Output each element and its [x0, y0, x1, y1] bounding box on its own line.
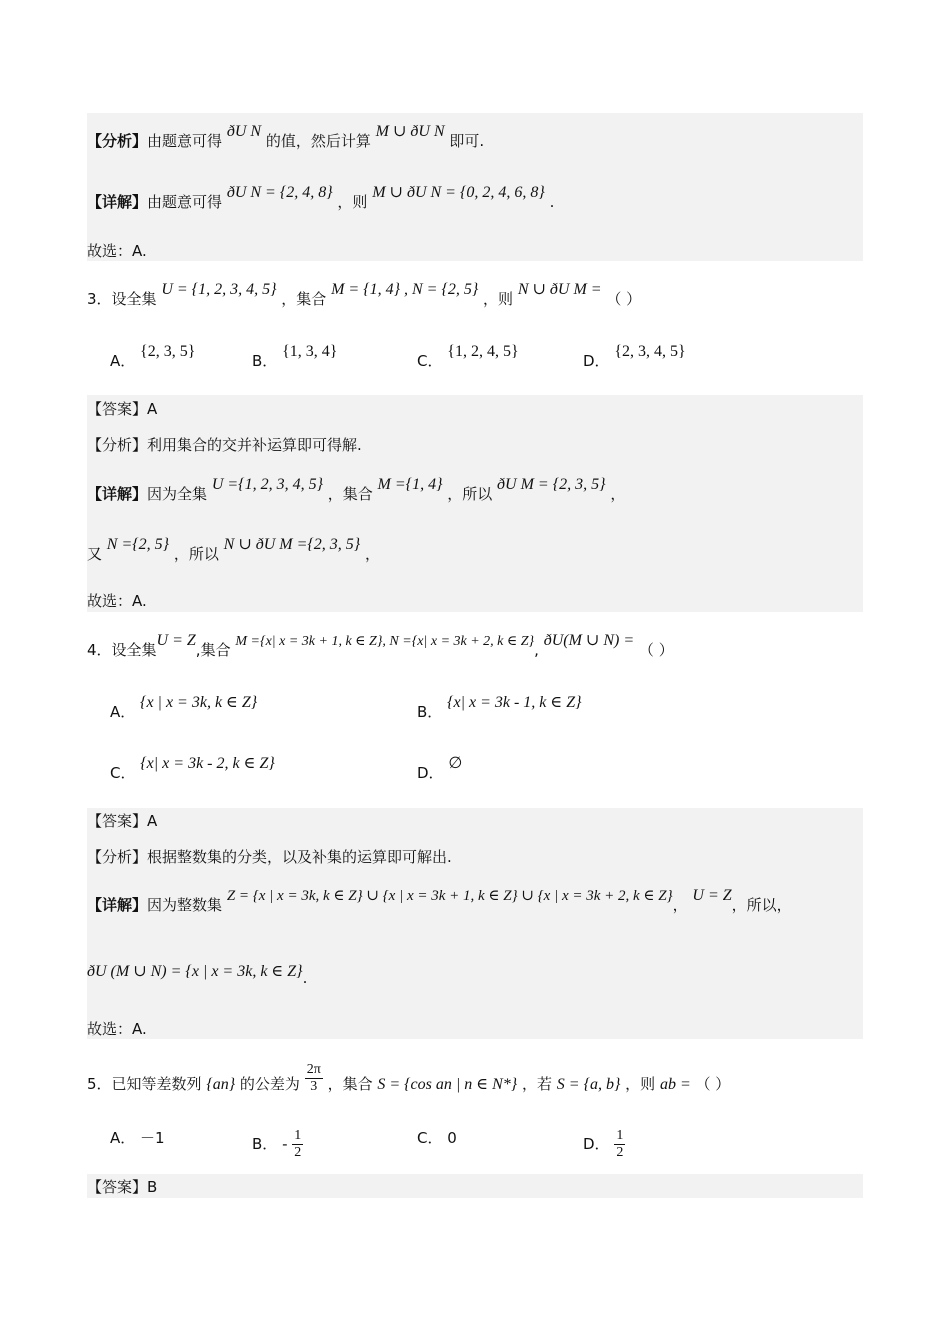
- q2-detail-line: 【详解】由题意可得 ðU N = {2, 4, 8} ，则 M ∪ ðU N = {0, 2, 4, 6, 8} .: [87, 184, 555, 211]
- q3-analysis: 【分析】利用集合的交并补运算即可得解.: [87, 436, 362, 454]
- q5-option-a: A． －1: [110, 1129, 165, 1147]
- q3-choice-line: 故选：A.: [87, 592, 147, 610]
- q4-option-b: B． {x| x = 3k - 1, k ∈ Z}: [417, 694, 582, 721]
- question-number: 3．设全集: [87, 290, 157, 308]
- q3-question: 3．设全集 U = {1, 2, 3, 4, 5} ，集合 M = {1, 4} , N = {2, 5} ，则 N ∪ ðU M = （ ）: [87, 281, 642, 308]
- union-result: M ∪ ðU N = {0, 2, 4, 6, 8}: [372, 184, 545, 201]
- q5-question: 5．已知等差数列 {an} 的公差为 $\frac{2\pi}{3}$ ，集合 S = {cos an | n ∈ N*} ，若 S = {a, b} ，则 ab = （ ）: [87, 1062, 731, 1094]
- complement-result: ðU N = {2, 4, 8}: [226, 184, 333, 201]
- question-number: 4．设全集: [87, 641, 157, 659]
- question-number: 5．已知等差数列: [87, 1075, 202, 1093]
- q3-detail-line2: 又 N ={2, 5} ，所以 N ∪ ðU M ={2, 3, 5} ，: [87, 536, 380, 563]
- q5-solution-block: [87, 1174, 863, 1198]
- q4-detail-line1: 【详解】因为整数集 Z = {x | x = 3k, k ∈ Z} ∪ {x | x = 3k + 1, k ∈ Z} ∪ {x | x = 3k + 2, k ∈ Z}， U = Z，所以，: [87, 887, 792, 914]
- q3-option-b: B． {1, 3, 4}: [252, 343, 338, 370]
- q3-option-a: A． {2, 3, 5}: [110, 343, 196, 370]
- analysis-label: 【分析】: [87, 132, 148, 150]
- q4-option-c: C． {x| x = 3k - 2, k ∈ Z}: [110, 755, 275, 782]
- detail-label: 【详解】: [87, 896, 148, 914]
- q4-question: 4．设全集U = Z,集合 M ={x| x = 3k + 1, k ∈ Z}, N ={x| x = 3k + 2, k ∈ Z}, ðU(M ∪ N) = （ ）: [87, 632, 674, 659]
- q5-option-b: B． - $\frac{1}{2}$: [252, 1128, 302, 1160]
- q3-answer: 【答案】A: [87, 400, 158, 418]
- q4-detail-line2: ðU (M ∪ N) = {x | x = 3k, k ∈ Z}.: [87, 963, 308, 987]
- q4-option-d: D． ∅: [417, 755, 463, 782]
- q4-answer: 【答案】A: [87, 812, 158, 830]
- q4-option-a: A． {x | x = 3k, k ∈ Z}: [110, 694, 258, 721]
- q5-option-d: D． $\frac{1}{2}$: [583, 1128, 624, 1160]
- q5-answer: 【答案】B: [87, 1178, 158, 1196]
- q4-solution-block: [87, 808, 863, 1039]
- complement-expr: ðU N: [226, 123, 262, 140]
- q5-option-c: C． 0: [417, 1129, 457, 1147]
- q4-choice-line: 故选：A.: [87, 1020, 147, 1038]
- common-difference-fraction: $\frac{2\pi}{3}$: [306, 1062, 321, 1094]
- q2-analysis-line: 【分析】由题意可得 ðU N 的值，然后计算 M ∪ ðU N 即可.: [87, 123, 485, 150]
- union-expr: M ∪ ðU N: [375, 123, 445, 140]
- q4-analysis: 【分析】根据整数集的分类，以及补集的运算即可解出.: [87, 848, 452, 866]
- detail-label: 【详解】: [87, 193, 148, 211]
- q3-option-d: D． {2, 3, 4, 5}: [583, 343, 686, 370]
- q3-option-c: C． {1, 2, 4, 5}: [417, 343, 519, 370]
- detail-label: 【详解】: [87, 485, 148, 503]
- q3-detail-line1: 【详解】因为全集 U ={1, 2, 3, 4, 5} ，集合 M ={1, 4} ，所以 ðU M = {2, 3, 5} ，: [87, 476, 626, 503]
- q2-choice-line: 故选：A.: [87, 242, 147, 260]
